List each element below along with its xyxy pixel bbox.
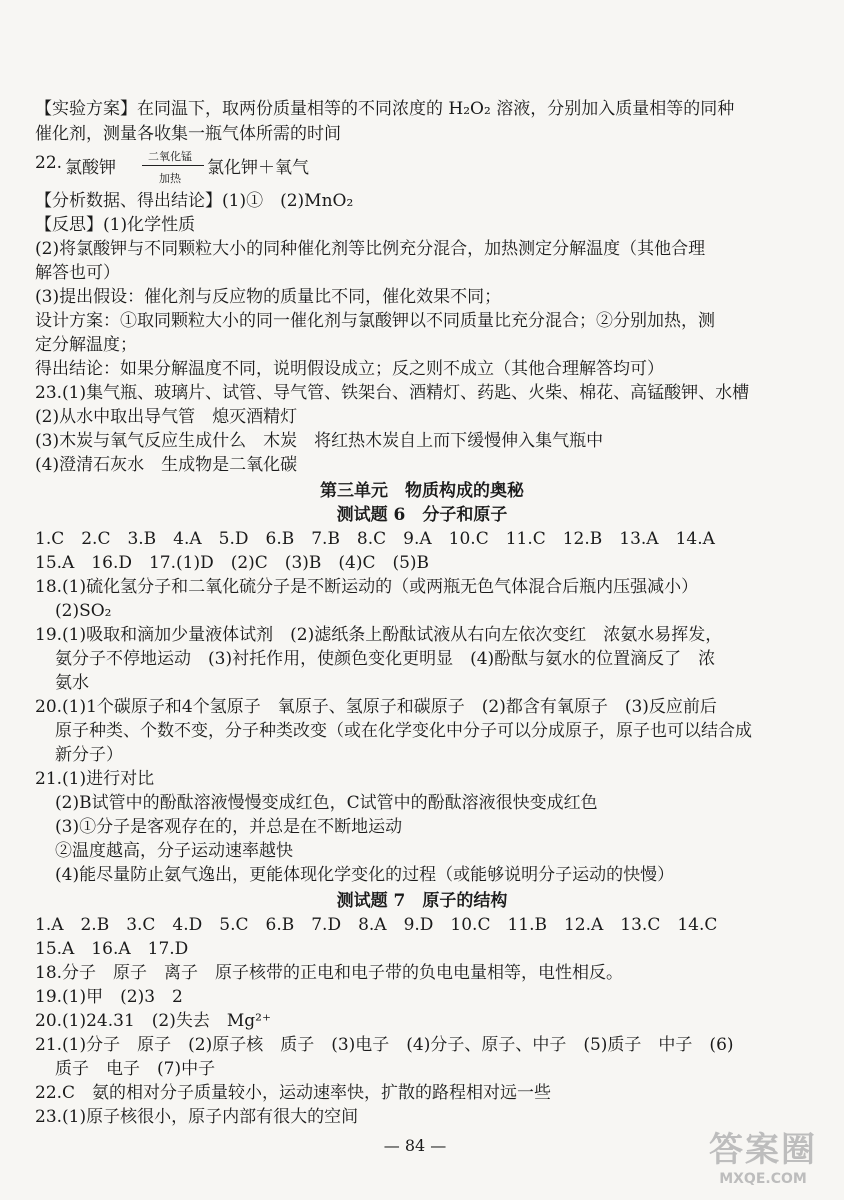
answer-line: 23.(1)集气瓶、玻璃片、试管、导气管、铁架台、酒精灯、药匙、火柴、棉花、高锰酸钾、水槽 <box>35 383 750 403</box>
answer-line: 23.(1)原子核很小，原子内部有很大的空间 <box>35 1107 359 1127</box>
answer-line: 氨分子不停地运动 (3)衬托作用，使颜色变化更明显 (4)酚酞与氨水的位置滴反了 浓 <box>55 649 716 669</box>
answer-line: 【反思】(1)化学性质 <box>35 215 196 235</box>
answer-line: 19.(1)吸取和滴加少量液体试剂 (2)滤纸条上酚酞试液从右向左依次变红 浓氨水易挥发， <box>35 625 723 645</box>
answer-line: 15.A 16.D 17.(1)D (2)C (3)B (4)C (5)B <box>35 553 430 573</box>
watermark <box>688 1130 838 1194</box>
answer-line: 18.分子 原子 离子 原子核带的正电和电子带的负电电量相等，电性相反。 <box>35 963 624 983</box>
answer-line: 【分析数据、得出结论】(1)① (2)MnO₂ <box>35 191 354 211</box>
answer-line: (3)①分子是客观存在的，并总是在不断地运动 <box>55 817 403 837</box>
answer-line: (4)澄清石灰水 生成物是二氧化碳 <box>35 455 298 475</box>
answer-line: (2)将氯酸钾与不同颗粒大小的同种催化剂等比例充分混合，加热测定分解温度（其他合理 <box>35 239 706 259</box>
products: 氯化钾＋氧气 <box>207 158 309 178</box>
answer-line: 解答也可） <box>35 263 120 283</box>
answer-line: (2)B试管中的酚酞溶液慢慢变成红色，C试管中的酚酞溶液很快变成红色 <box>55 793 598 813</box>
answer-line: (3)提出假设：催化剂与反应物的质量比不同，催化效果不同； <box>35 287 502 307</box>
answer-line: 新分子） <box>55 745 123 765</box>
answer-line: 氨水 <box>55 673 89 693</box>
answer-line: 原子种类、个数不变，分子种类改变（或在化学变化中分子可以分成原子，原子也可以结合成 <box>55 721 752 741</box>
watermark-url: MXQE.COM <box>719 1171 807 1187</box>
reaction-arrow <box>142 165 204 166</box>
answer-line: 得出结论：如果分解温度不同，说明假设成立；反之则不成立（其他合理解答均可） <box>35 359 664 379</box>
answer-line: 20.(1)24.31 (2)失去 Mg²⁺ <box>35 1011 271 1031</box>
answer-line: 22.C 氨的相对分子质量较小，运动速率快，扩散的路程相对远一些 <box>35 1083 552 1103</box>
answer-line: 21.(1)进行对比 <box>35 769 155 789</box>
answer-line: 质子 电子 (7)中子 <box>55 1059 216 1079</box>
watermark-logo: 答案圈 <box>709 1130 817 1170</box>
answer-line: 1.A 2.B 3.C 4.D 5.C 6.B 7.D 8.A 9.D 10.C 11.B 12.A 13.C 14.C <box>35 915 718 935</box>
answer-line: 催化剂，测量各收集一瓶气体所需的时间 <box>35 124 341 144</box>
page-number: — 84 — <box>383 1136 447 1155</box>
answer-line: ②温度越高，分子运动速率越快 <box>55 841 293 861</box>
section-heading: 第三单元 物质构成的奥秘 <box>320 481 524 501</box>
answer-line: 1.C 2.C 3.B 4.A 5.D 6.B 7.B 8.C 9.A 10.C 11.C 12.B 13.A 14.A <box>35 529 715 549</box>
answer-line: 19.(1)甲 (2)3 2 <box>35 987 183 1007</box>
section-heading: 测试题 6 分子和原子 <box>336 505 508 525</box>
answer-line: 设计方案：①取同颗粒大小的同一催化剂与氯酸钾以不同质量比充分混合；②分别加热，测 <box>35 311 715 331</box>
question-number: 22. <box>35 153 63 173</box>
reactant: 氯酸钾 <box>65 158 116 178</box>
answer-line: (4)能尽量防止氨气逸出，更能体现化学变化的过程（或能够说明分子运动的快慢） <box>55 865 675 885</box>
answer-line: 定分解温度； <box>35 335 137 355</box>
answer-line: (3)木炭与氧气反应生成什么 木炭 将红热木炭自上而下缓慢伸入集气瓶中 <box>35 431 604 451</box>
condition-label: 加热 <box>159 172 181 185</box>
answer-line: 20.(1)1个碳原子和4个氢原子 氧原子、氢原子和碳原子 (2)都含有氧原子 (3)反应前后 <box>35 697 717 717</box>
answer-line: 18.(1)硫化氢分子和二氧化硫分子是不断运动的（或两瓶无色气体混合后瓶内压强减小） <box>35 577 699 597</box>
answer-line: (2)SO₂ <box>55 601 112 621</box>
answer-line: 【实验方案】在同温下，取两份质量相等的不同浓度的 H₂O₂ 溶液，分别加入质量相等的同种 <box>35 99 735 119</box>
answer-line: 21.(1)分子 原子 (2)原子核 质子 (3)电子 (4)分子、原子、中子 (5)质子 中子 (6) <box>35 1035 734 1055</box>
answer-line: 15.A 16.A 17.D <box>35 939 189 959</box>
answer-line: (2)从水中取出导气管 熄灭酒精灯 <box>35 407 298 427</box>
catalyst-label: 二氧化锰 <box>148 150 192 163</box>
chemical-equation <box>35 145 435 185</box>
section-heading: 测试题 7 原子的结构 <box>336 891 508 911</box>
